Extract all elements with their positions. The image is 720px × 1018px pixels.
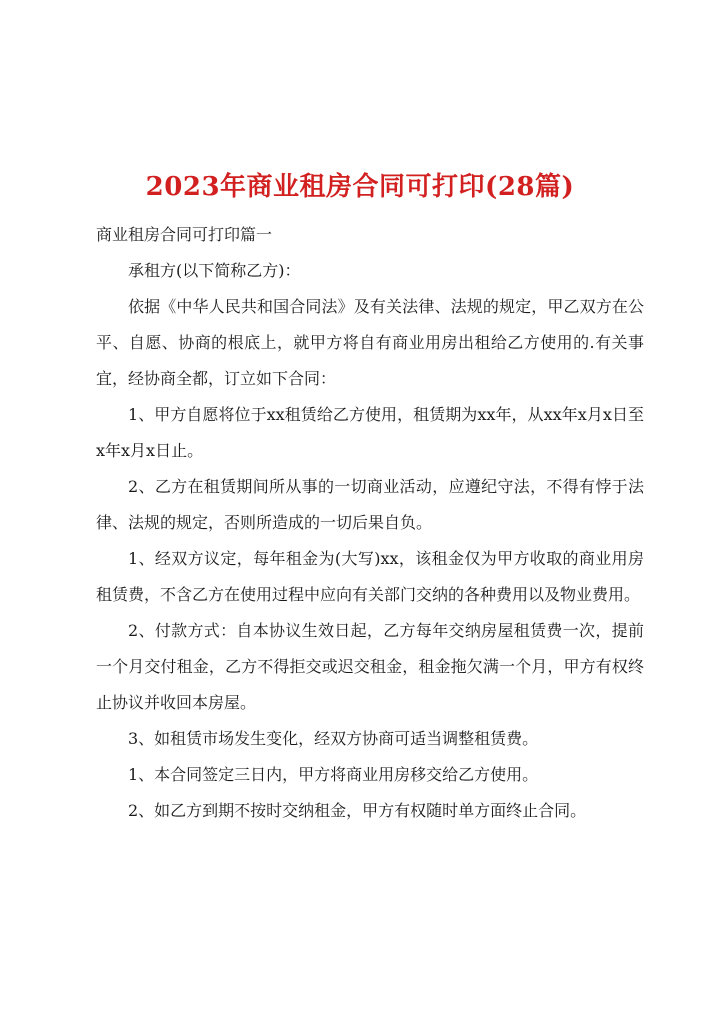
document-title: 2023年商业租房合同可打印(28篇)	[145, 172, 575, 203]
paragraph-lessee: 承租方(以下简称乙方)：	[128, 261, 301, 280]
paragraph-clause: 1、经双方议定，每年租金为(大写)xx，该租金仅为甲方收取的商业用房租赁费，不含乙方在使用过程中应向有关部门交纳的各种费用以及物业费用。	[96, 549, 644, 604]
paragraph-clause: 1、本合同签定三日内，甲方将商业用房移交给乙方使用。	[128, 765, 539, 784]
paragraph-clause: 1、甲方自愿将位于xx租赁给乙方使用，租赁期为xx年，从xx年x月x日至x年x月x日止。	[96, 405, 644, 460]
paragraph-clause: 3、如租赁市场发生变化，经双方协商可适当调整租赁费。	[128, 729, 539, 748]
paragraph-clause: 2、付款方式：自本协议生效日起，乙方每年交纳房屋租赁费一次，提前一个月交付租金，乙方不得拒交或迟交租金，租金拖欠满一个月，甲方有权终止协议并收回本房屋。	[96, 621, 644, 712]
document-body	[96, 217, 644, 829]
paragraph-preamble: 依据《中华人民共和国合同法》及有关法律、法规的规定，甲乙双方在公平、自愿、协商的根底上，就甲方将自有商业用房出租给乙方使用的.有关事宜，经协商全都，订立如下合同：	[96, 297, 644, 388]
paragraph-clause: 2、如乙方到期不按时交纳租金，甲方有权随时单方面终止合同。	[128, 801, 587, 820]
section-title: 商业租房合同可打印篇一	[96, 225, 273, 244]
paragraph-clause: 2、乙方在租赁期间所从事的一切商业活动，应遵纪守法，不得有悖于法律、法规的规定，否则所造成的一切后果自负。	[96, 477, 644, 532]
